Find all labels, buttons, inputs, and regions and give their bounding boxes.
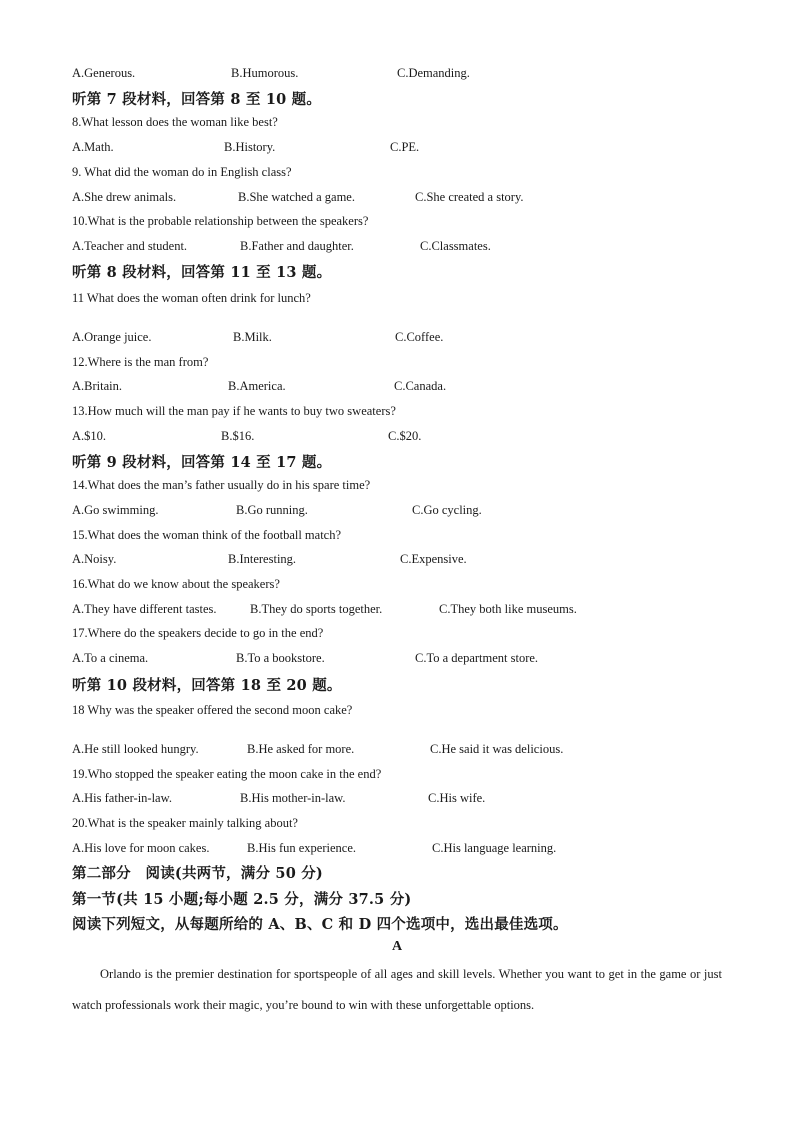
option-a: A.Generous. [72,66,136,80]
option-c: C.Canada. [394,379,447,393]
question-18: 18 Why was the speaker offered the second moon cake? [72,703,353,717]
option-c: C.Expensive. [400,552,467,566]
option-c: C.To a department store. [415,651,539,665]
option-a: A.Math. [72,140,114,154]
question-11: 11 What does the woman often drink for lunch? [72,291,311,305]
question-8: 8.What lesson does the woman like best? [72,115,278,129]
option-c: C.Classmates. [420,239,491,253]
option-b: B.They do sports together. [250,602,383,616]
question-9: 9. What did the woman do in English class? [72,165,292,179]
option-c: C.His language learning. [432,841,557,855]
option-b: B.Interesting. [228,552,297,566]
option-c: C.He said it was delicious. [430,742,564,756]
question-19: 19.Who stopped the speaker eating the moon cake in the end? [72,767,382,781]
option-a: A.Noisy. [72,552,117,566]
section-heading-10: 听第 10 段材料，回答第 18 至 20 题。 [72,677,342,694]
question-15: 15.What does the woman think of the football match? [72,528,342,542]
option-a: A.Teacher and student. [72,239,188,253]
option-b: B.He asked for more. [247,742,355,756]
option-a: A.To a cinema. [72,651,149,665]
option-b: B.His mother-in-law. [240,791,346,805]
option-a: A.Orange juice. [72,330,152,344]
option-b: B.Father and daughter. [240,239,354,253]
option-b: B.His fun experience. [247,841,356,855]
reading-instruction: 阅读下列短文，从每题所给的 A、B、C 和 D 四个选项中，选出最佳选项。 [72,916,568,933]
option-a: A.He still looked hungry. [72,742,199,756]
question-14: 14.What does the man’s father usually do in his spare time? [72,478,371,492]
section-heading-9: 听第 9 段材料，回答第 14 至 17 题。 [72,454,332,471]
option-a: A.Go swimming. [72,503,159,517]
option-a: A.His father-in-law. [72,791,172,805]
section-heading-7: 听第 7 段材料，回答第 8 至 10 题。 [72,91,322,108]
option-a: A.They have different tastes. [72,602,217,616]
option-b: B.America. [228,379,286,393]
option-a: A.Britain. [72,379,122,393]
option-a: A.She drew animals. [72,190,177,204]
option-b: B.To a bookstore. [236,651,325,665]
passage-paragraph: Orlando is the premier destination for sportspeople of all ages and skill levels. Whether you want to get in the game or just watch professionals work their magic, you’re bound to win with these unforgettable options. [72,967,722,1012]
option-b: B.Go running. [236,503,308,517]
option-c: C.Go cycling. [412,503,482,517]
option-c: C.His wife. [428,791,486,805]
option-a: A.His love for moon cakes. [72,841,210,855]
question-13: 13.How much will the man pay if he wants to buy two sweaters? [72,404,396,418]
passage-label: A [391,939,403,954]
option-c: C.She created a story. [415,190,524,204]
option-a: A.$10. [72,429,107,443]
option-c: C.PE. [390,140,420,154]
question-16: 16.What do we know about the speakers? [72,577,280,591]
option-b: B.She watched a game. [238,190,355,204]
section-heading-8: 听第 8 段材料，回答第 11 至 13 题。 [72,264,332,281]
question-20: 20.What is the speaker mainly talking about? [72,816,298,830]
question-10: 10.What is the probable relationship between the speakers? [72,214,369,228]
part-two-section-one-heading: 第一节(共 15 小题;每小题 2.5 分，满分 37.5 分) [72,891,412,908]
option-c: C.$20. [388,429,422,443]
option-b: B.$16. [221,429,255,443]
option-c: C.They both like museums. [439,602,577,616]
option-b: B.Humorous. [231,66,299,80]
part-two-heading: 第二部分 阅读(共两节，满分 50 分) [72,865,323,882]
option-b: B.Milk. [233,330,272,344]
option-c: C.Coffee. [395,330,444,344]
option-c: C.Demanding. [397,66,470,80]
option-b: B.History. [224,140,276,154]
question-12: 12.Where is the man from? [72,355,209,369]
question-17: 17.Where do the speakers decide to go in the end? [72,626,324,640]
